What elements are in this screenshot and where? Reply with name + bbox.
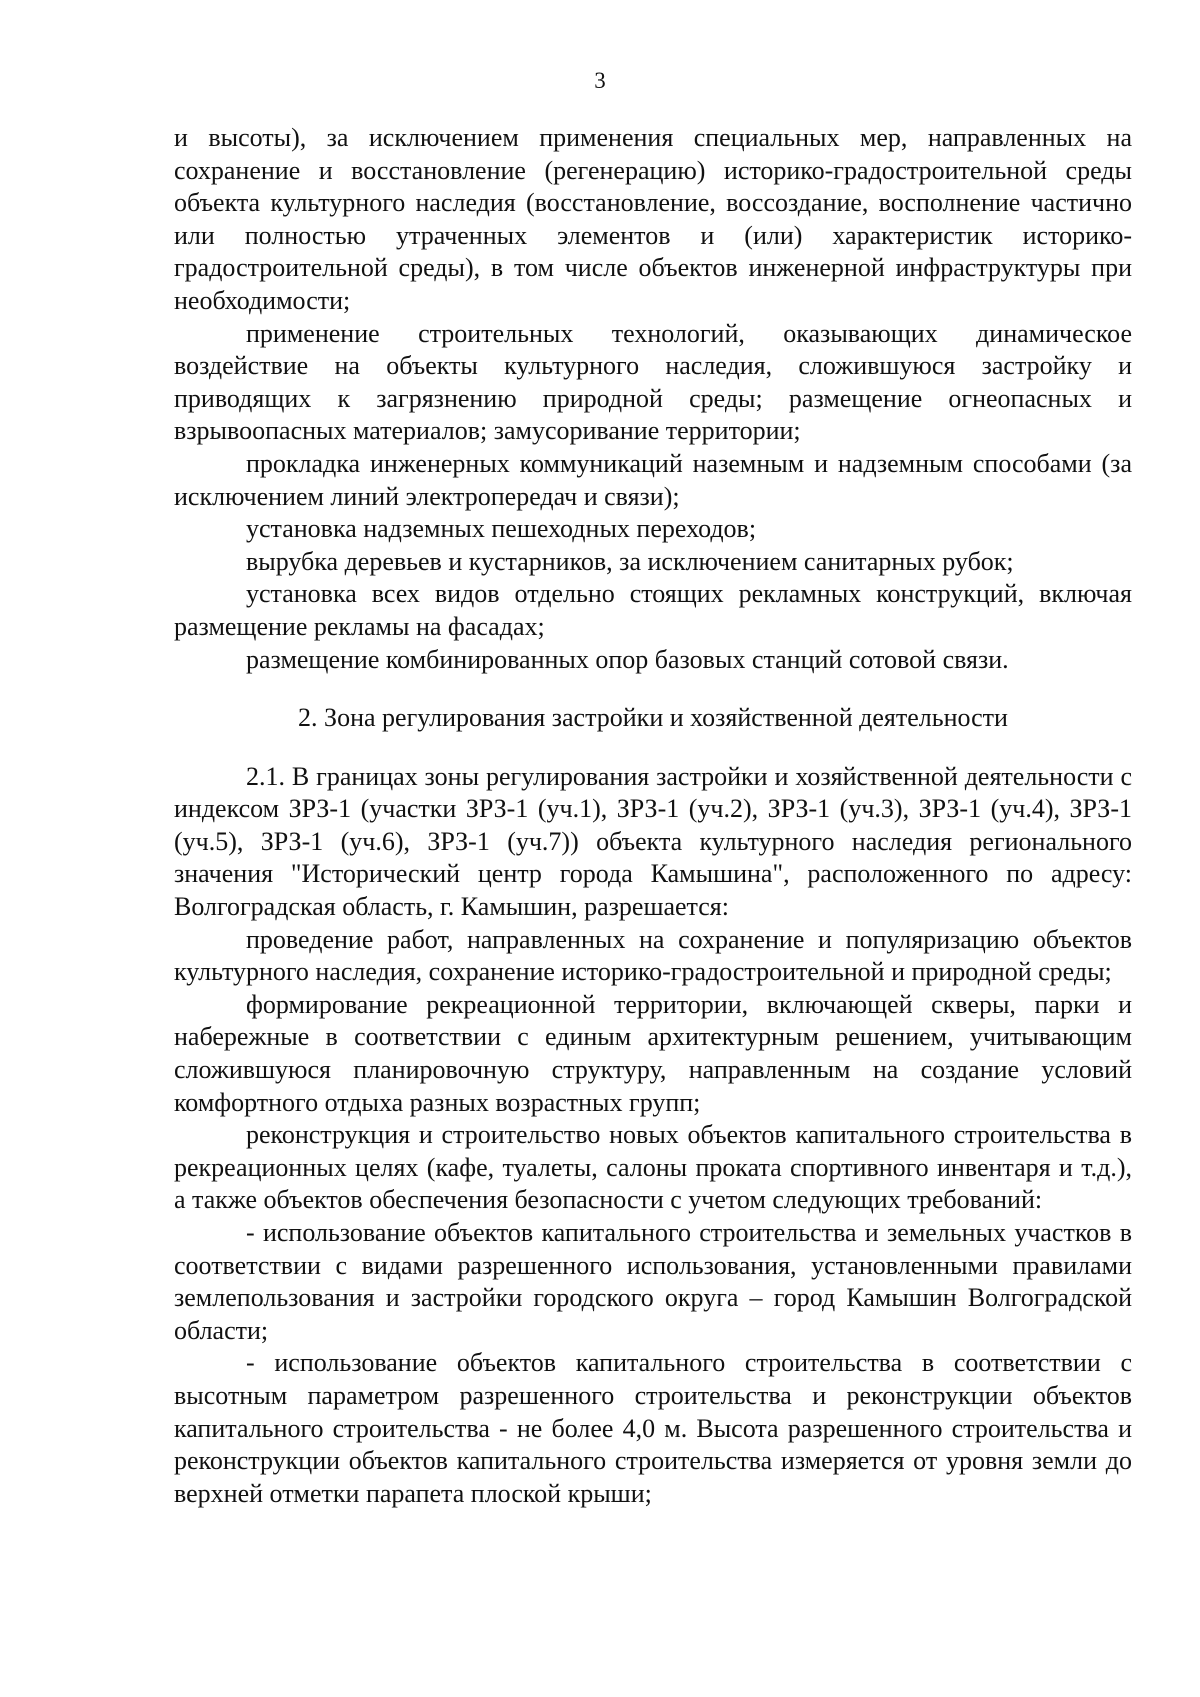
- section-paragraph: 2.1. В границах зоны регулирования застройки и хозяйственной деятельности с индексом ЗРЗ-1 (участки ЗРЗ-1 (уч.1), ЗРЗ-1 (уч.2), ЗРЗ-1 (уч.3), ЗРЗ-1 (уч.4), ЗРЗ-1 (уч.5), ЗРЗ-1 (уч.6), ЗРЗ-1 (уч.7)) объекта культурного наследия регионального значения "Исторический центр города Камышина", расположенного по адресу: Волгоградская область, г. Камышин, разрешается:: [174, 761, 1132, 922]
- paragraph: установка надземных пешеходных переходов;: [246, 514, 757, 544]
- paragraph: применение строительных технологий, оказывающих динамическое воздействие на объекты культурного наследия, сложившуюся застройку и приводящих к загрязнению природной среды; размещение огнеопасных и взрывоопасных материалов; замусоривание территории;: [174, 318, 1132, 446]
- page-number: 3: [594, 68, 606, 93]
- paragraph: и высоты), за исключением применения специальных мер, направленных на сохранение и восстановление (регенерацию) историко-градостроительной среды объекта культурного наследия (восстановление, воссоздание, восполнение частично или полностью утраченных элементов и (или) характеристик историко-градостроительной среды), в том числе объектов инженерной инфраструктуры при необходимости;: [174, 123, 1132, 315]
- section-paragraph: проведение работ, направленных на сохранение и популяризацию объектов культурного наследия, сохранение историко-градостроительной и природной среды;: [174, 924, 1132, 987]
- section-paragraph: реконструкция и строительство новых объектов капитального строительства в рекреационных целях (кафе, туалеты, салоны проката спортивного инвентаря и т.д.), а также объектов обеспечения безопасности с учетом следующих требований:: [174, 1120, 1132, 1215]
- document-body: [174, 122, 1132, 1510]
- section-paragraph: - использование объектов капитального строительства и земельных участков в соответствии с видами разрешенного использования, установленными правилами землепользования и застройки городского округа – город Камышин Волгоградской области;: [174, 1218, 1132, 1345]
- paragraph: прокладка инженерных коммуникаций наземным и надземным способами (за исключением линий электропередач и связи);: [174, 448, 1132, 511]
- paragraph: вырубка деревьев и кустарников, за исключением санитарных рубок;: [246, 546, 1014, 576]
- paragraph: размещение комбинированных опор базовых станций сотовой связи.: [246, 644, 1009, 674]
- section-paragraph: формирование рекреационной территории, включающей скверы, парки и набережные в соответствии с единым архитектурным решением, учитывающим сложившуюся планировочную структуру, направленным на создание условий комфортного отдыха разных возрастных групп;: [174, 989, 1132, 1117]
- section-paragraph: - использование объектов капитального строительства в соответствии с высотным параметром разрешенного строительства и реконструкции объектов капитального строительства - не более 4,0 м. Высота разрешенного строительства и реконструкции объектов капитального строительства измеряется от уровня земли до верхней отметки парапета плоской крыши;: [174, 1348, 1132, 1508]
- section-heading: 2. Зона регулирования застройки и хозяйственной деятельности: [298, 703, 1008, 733]
- paragraph: установка всех видов отдельно стоящих рекламных конструкций, включая размещение рекламы на фасадах;: [174, 579, 1132, 641]
